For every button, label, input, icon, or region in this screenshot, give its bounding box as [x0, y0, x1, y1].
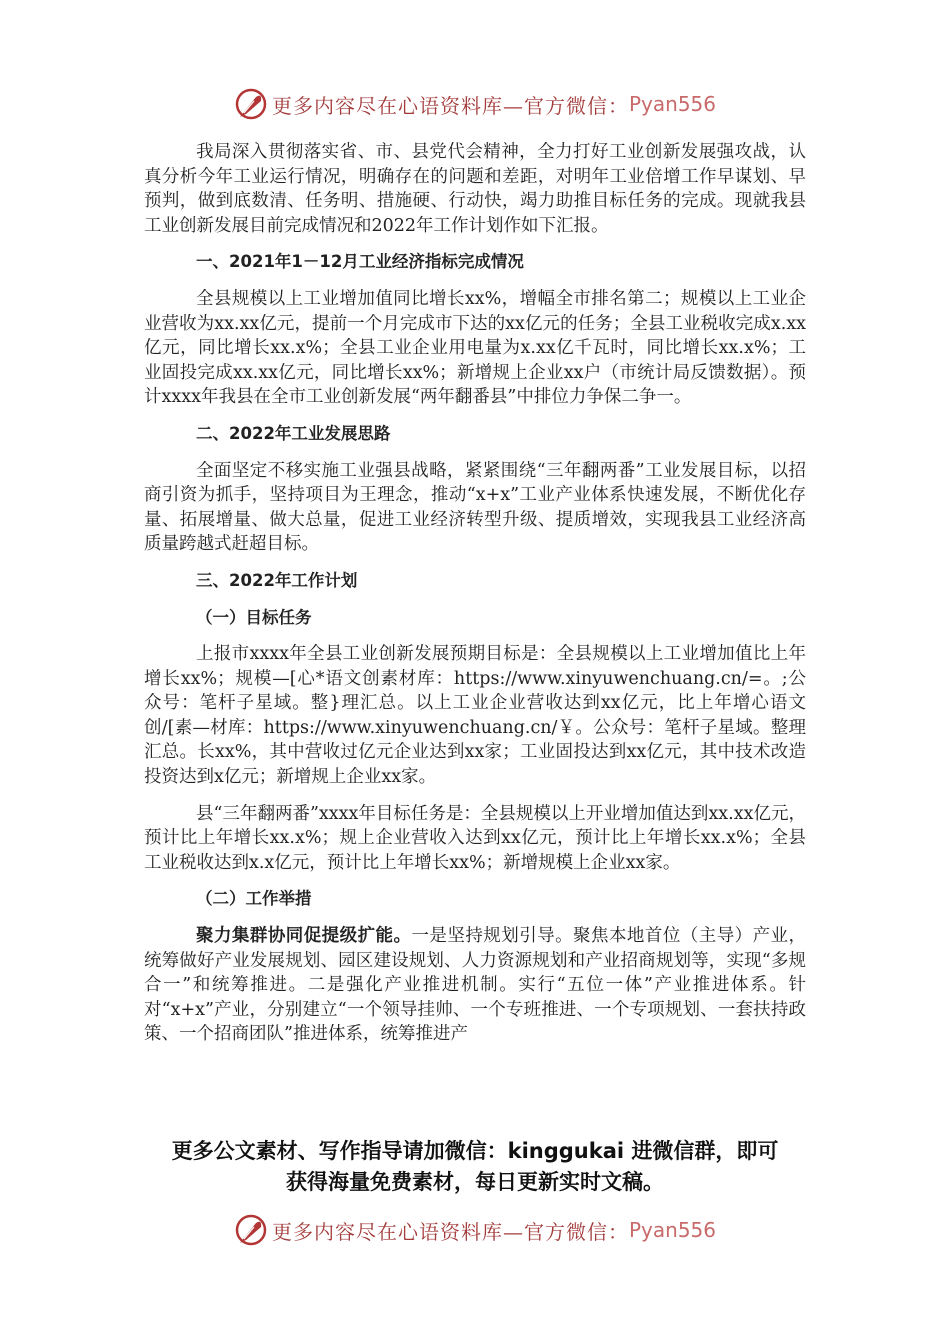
section-3-2-paragraph: [144, 924, 806, 1047]
header-watermark: [0, 84, 950, 124]
section-3-2-heading: （二）工作举措: [196, 889, 312, 909]
document-body: [144, 140, 806, 1047]
wechat-id: Pyan556: [628, 1218, 716, 1242]
quill-pen-icon: [234, 1213, 268, 1247]
section-2-paragraph: 全面坚定不移实施工业强县战略，紧紧围绕“三年翻两番”工业发展目标，以招商引资为抓手，坚持项目为王理念，推动“x+x”工业产业体系快速发展，不断优化存量、拓展增量、做大总量，促进工业经济转型升级、提质增效，实现我县工业经济高质量跨越式赶超目标。: [144, 460, 806, 555]
wechat-id: Pyan556: [628, 92, 716, 116]
brand-text: 更多内容尽在心语资料库—官方微信：: [271, 93, 629, 118]
section-1-heading: 一、2021年1－12月工业经济指标完成情况: [196, 252, 524, 272]
brand-text: 更多内容尽在心语资料库—官方微信：: [271, 1219, 629, 1244]
section-3-2-text: 一是坚持规划引导。聚焦本地首位（主导）产业，统筹做好产业发展规划、园区建设规划、人力资源规划和产业招商规划等，实现“多规合一”和统筹推进。二是强化产业推进机制。实行“五位一体”产业推进体系。针对“x+x”产业，分别建立“一个领导挂帅、一个专班推进、一个专项规划、一套扶持政策、一个招商团队”推进体系，统筹推进产: [144, 926, 807, 1045]
section-3-1-paragraph-b: 县“三年翻两番”xxxx年目标任务是：全县规模以上开业增加值达到xx.xx亿元，预计比上年增长xx.x%；规上企业营收入达到xx亿元，预计比上年增长xx.x%；全县工业税收达到x.x亿元，预计比上年增长xx%；新增规模上企业xx家。: [144, 803, 806, 873]
promo-line-1: 更多公文素材、写作指导请加微信：kinggukai 进微信群，即可: [171, 1139, 779, 1163]
footer-watermark: [0, 1210, 950, 1250]
section-3-heading: 三、2022年工作计划: [196, 570, 358, 590]
promo-banner: [100, 1136, 850, 1198]
section-3-1-paragraph-a: 上报市xxxx年全县工业创新发展预期目标是：全县规模以上工业增加值比上年增长xx%；规模—[心*语文创素材库：https://www.xinyuwenchuang.cn/=。;公众号：笔杆子星域。整}理汇总。以上工业企业营收达到xx亿元，比上年增心语文创/[素—材库：https://www.xinyuwenchuang.cn/￥。公众号：笔杆子星域。整理汇总。长xx%，其中营收过亿元企业达到xx家；工业固投达到xx亿元，其中技术改造投资达到x亿元；新增规上企业xx家。: [144, 644, 806, 788]
quill-pen-icon: [234, 87, 268, 121]
section-3-2-lead: 聚力集群协同促提级扩能。: [196, 926, 412, 947]
intro-paragraph: 我局深入贯彻落实省、市、县党代会精神，全力打好工业创新发展强攻战，认真分析今年工业运行情况，明确存在的问题和差距，对明年工业倍增工作早谋划、早预判，做到底数清、任务明、措施硬、行动快，竭力助推目标任务的完成。现就我县工业创新发展目前完成情况和2022年工作计划作如下汇报。: [144, 142, 806, 236]
section-2-heading: 二、2022年工业发展思路: [196, 423, 391, 443]
section-1-paragraph: 全县规模以上工业增加值同比增长xx%，增幅全市排名第二；规模以上工业企业营收为xx.xx亿元，提前一个月完成市下达的xx亿元的任务；全县工业税收完成x.xx亿元，同比增长xx.x%；全县工业企业用电量为x.xx亿千瓦时，同比增长xx.x%；工业固投完成xx.xx亿元，同比增长xx%；新增规上企业xx户（市统计局反馈数据）。预计xxxx年我县在全市工业创新发展“两年翻番县”中排位力争保二争一。: [144, 288, 806, 408]
section-3-1-heading: （一）目标任务: [196, 607, 312, 627]
promo-line-2: 获得海量免费素材，每日更新实时文稿。: [286, 1170, 664, 1194]
